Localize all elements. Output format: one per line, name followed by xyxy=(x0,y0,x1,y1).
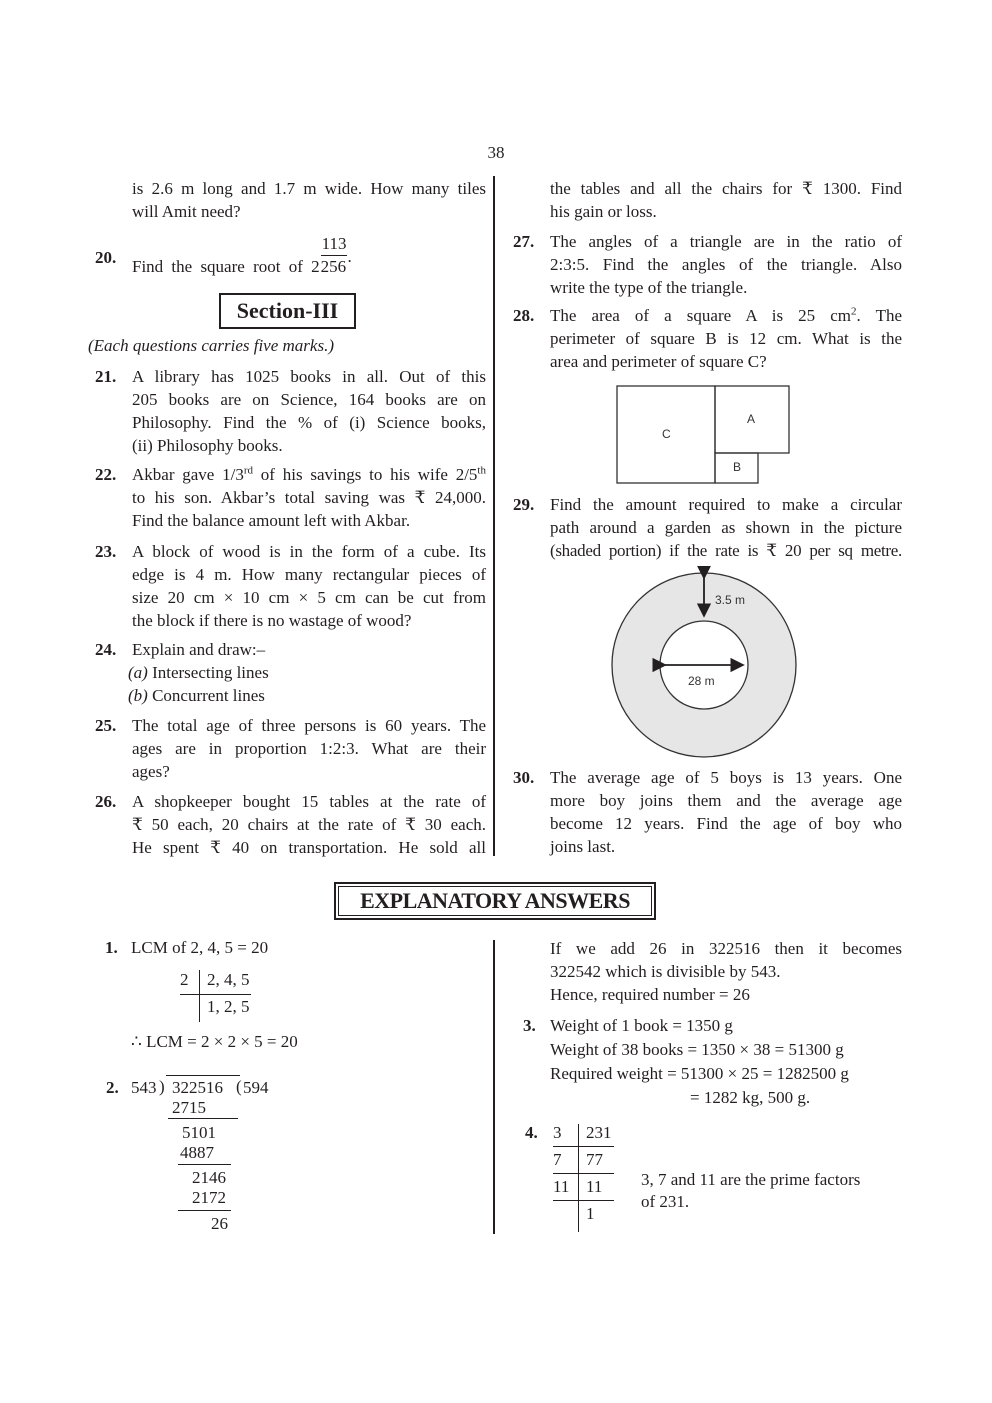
lcm-divisor: 2 xyxy=(180,970,189,989)
division-open-bracket: ( xyxy=(236,1077,242,1096)
factor-divisor-1: 3 xyxy=(553,1123,562,1142)
page-number: 38 xyxy=(487,143,505,162)
lcm-horizontal-rule xyxy=(180,994,251,995)
factor-vertical-rule xyxy=(578,1124,579,1232)
division-divisor: 543 xyxy=(131,1078,157,1097)
section-heading: Section-III xyxy=(219,293,356,329)
section-note: (Each questions carries five marks.) xyxy=(88,336,334,355)
inner-diameter-label: 28 m xyxy=(688,674,715,688)
division-rule-1 xyxy=(168,1118,238,1119)
answer-4-number: 4. xyxy=(525,1123,538,1142)
division-step-3: 4887 xyxy=(180,1143,214,1162)
squares-diagram xyxy=(610,380,800,490)
circular-path-diagram xyxy=(604,566,804,766)
answer-4-text-2: of 231. xyxy=(641,1192,690,1211)
lcm-result: ∴ LCM = 2 × 2 × 5 = 20 xyxy=(131,1032,298,1051)
column-divider-bottom xyxy=(493,940,495,1234)
column-divider-top xyxy=(493,176,495,856)
division-rule-2 xyxy=(178,1164,231,1165)
factor-rule-2 xyxy=(553,1173,614,1174)
square-a-label: A xyxy=(747,412,756,426)
factor-value-2: 77 xyxy=(586,1150,603,1169)
division-rule-3 xyxy=(178,1210,231,1211)
lcm-row-2: 1, 2, 5 xyxy=(207,997,250,1016)
question-number: 20. xyxy=(95,248,117,267)
factor-rule-1 xyxy=(553,1146,614,1147)
factor-value-4: 1 xyxy=(586,1204,595,1223)
path-width-label: 3.5 m xyxy=(715,593,746,607)
division-bracket: ) xyxy=(159,1077,165,1096)
lcm-row-1: 2, 4, 5 xyxy=(207,970,250,989)
division-step-4: 2146 xyxy=(192,1168,226,1187)
factor-divisor-3: 11 xyxy=(553,1177,570,1196)
division-step-1: 2715 xyxy=(172,1098,206,1117)
answer-2-number: 2. xyxy=(106,1078,119,1097)
fraction: $\frac{113}{256}$ xyxy=(320,234,347,276)
question-20: 20. Find the square root of 2 $\frac{113}{256}$ . xyxy=(95,234,352,277)
division-step-2: 5101 xyxy=(182,1123,216,1142)
division-quotient: 594 xyxy=(243,1078,269,1097)
answer-4-text-1: 3, 7 and 11 are the prime factors xyxy=(641,1170,861,1189)
division-remainder: 26 xyxy=(211,1214,228,1233)
square-b-label: B xyxy=(733,460,742,474)
division-step-5: 2172 xyxy=(192,1188,226,1207)
factor-value-1: 231 xyxy=(586,1123,612,1142)
division-dividend: 322516 xyxy=(172,1078,223,1097)
factor-rule-3 xyxy=(553,1200,614,1201)
factor-value-3: 11 xyxy=(586,1177,603,1196)
lcm-vertical-rule xyxy=(199,970,200,1022)
division-overline xyxy=(166,1075,240,1076)
square-c-label: C xyxy=(662,427,671,441)
answers-heading: EXPLANATORY ANSWERS xyxy=(334,882,656,920)
factor-divisor-2: 7 xyxy=(553,1150,562,1169)
